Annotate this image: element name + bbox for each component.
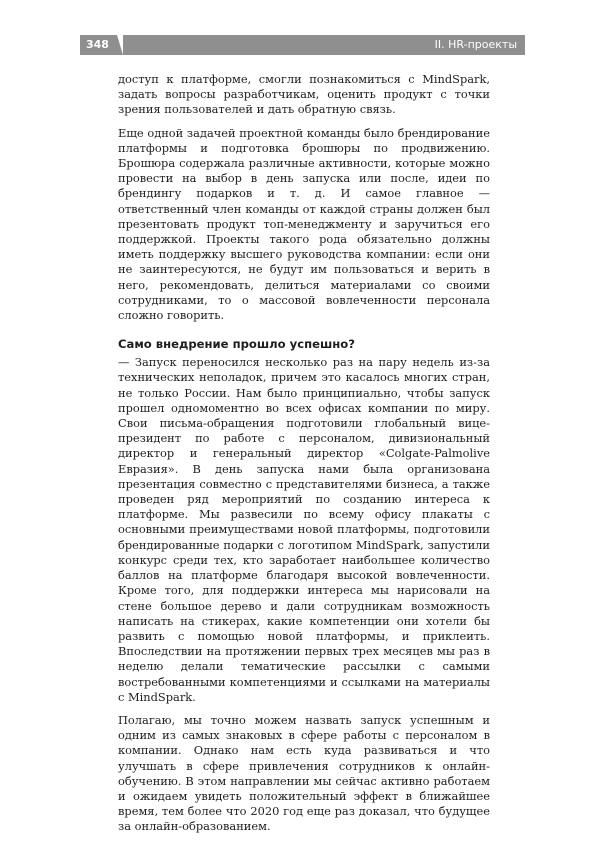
page-number: 348: [86, 38, 109, 51]
running-section-title: II. HR-проекты: [434, 38, 517, 51]
header-tab-notch: [117, 35, 123, 55]
body-paragraph: Еще одной задачей проектной команды было брендирование платформы и подготовка брошюры по продвижению. Брошюра содержала различные активности, которые можно провести на выбор в день запуска или после, идеи по брендингу подарков и т. д. И самое главное — ответственный член команды от каждой страны должен был презентовать продукт топ-менеджменту и заручиться его поддержкой. Проекты такого рода обязательно должны иметь поддержку высшего руководства компании: если они не заинтересуются, не будут им пользоваться и верить в него, рекомендовать, делиться материалами со своими сотрудниками, то о массовой вовлеченности персонала сложно говорить.: [118, 125, 490, 323]
interview-question: Само внедрение прошло успешно?: [118, 337, 355, 352]
body-paragraph: доступ к платформе, смогли познакомиться с MindSpark, задать вопросы разработчикам, оценить продукт с точки зрения пользователей и дать обратную связь.: [118, 72, 490, 117]
answer-paragraph: — Запуск переносился несколько раз на пару недель из-за технических неполадок, причем это касалось многих стран, не только России. Нам было принципиально, чтобы запуск прошел одномоментно во всех офисах компании по миру. Свои письма-обращения подготовили глобальный вице-президент по работе с персоналом, дивизиональный директор и генеральный директор «Colgate-Palmolive Евразия». В день запуска нами была организована презентация совместно с представителями бизнеса, а также проведен ряд мероприятий по созданию интереса к платформе. Мы развесили по всему офису плакаты с основными преимуществами новой платформы, подготовили брендированные подарки с логотипом MindSpark, запустили конкурс среди тех, кто заработает наибольшее количество баллов на платформе благодаря высокой вовлеченности. Кроме того, для поддержки интереса мы нарисовали на стене большое дерево и дали сотрудникам возможность написать на стикерах, какие компетенции они хотели бы развить с помощью новой платформы, и приклеить. Впоследствии на протяжении первых трех месяцев мы раз в неделю делали тематические рассылки с самыми востребованными компетенциями и ссылками на материалы с MindSpark.: [118, 355, 490, 704]
page-body: [118, 72, 490, 843]
answer-paragraph: Полагаю, мы точно можем назвать запуск успешным и одним из самых знаковых в сфере работы с персоналом в компании. Однако нам есть куда развиваться и что улучшать в сфере привлечения сотрудников к онлайн-обучению. В этом направлении мы сейчас активно работаем и ожидаем увидеть положительный эффект в ближайшее время, тем более что 2020 год еще раз доказал, что будущее за онлайн-образованием.: [118, 712, 490, 834]
